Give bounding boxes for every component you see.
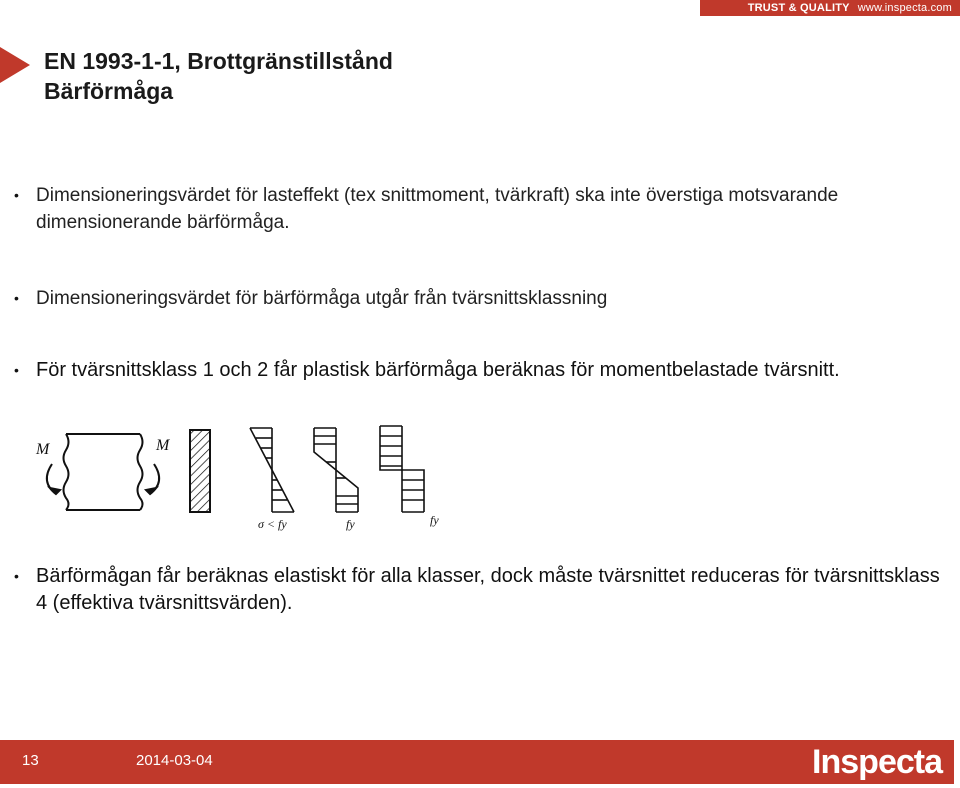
fy-label-2: fy <box>430 513 439 527</box>
page-number: 13 <box>22 752 39 769</box>
top-brand-bar <box>700 0 960 16</box>
bullet-dot-icon: • <box>14 290 19 306</box>
bullet-text-4: Bärförmågan får beräknas elastiskt för alla klasser, dock måste tvärsnittet reduceras för tvärsnittsklass 4 (effektiva tvärsnittsvärden). <box>36 565 940 614</box>
moment-label-left: M <box>36 441 50 458</box>
tagline: TRUST & QUALITY <box>747 2 850 14</box>
fy-label-1: fy <box>346 517 355 531</box>
bullet-dot-icon: • <box>14 568 19 584</box>
brand-url: www.inspecta.com <box>857 2 952 14</box>
bullet-text-3: För tvärsnittsklass 1 och 2 får plastisk bärförmåga beräknas för momentbelastade tvärsnitt. <box>36 359 840 381</box>
moment-label-right: M <box>156 437 170 454</box>
bullet-item-2 <box>14 285 914 312</box>
partial-plastic-diagram <box>314 428 358 512</box>
title-line-1: EN 1993-1-1, Brottgränstillstånd <box>44 48 393 74</box>
cross-section <box>190 430 210 512</box>
beam-segment <box>47 434 159 510</box>
footer-date: 2014-03-04 <box>136 752 213 769</box>
title-arrow-icon <box>0 45 36 85</box>
title-line-2: Bärförmåga <box>44 78 174 104</box>
bullet-item-1 <box>14 182 944 236</box>
page-title <box>44 46 393 106</box>
inspecta-logo: Inspecta <box>812 743 942 781</box>
stress-distribution-figure <box>30 424 460 540</box>
footer-bar <box>0 740 954 784</box>
bullet-text-1: Dimensioneringsvärdet för lasteffekt (tex snittmoment, tvärkraft) ska inte överstiga motsvarande dimensionerande bärförmåga. <box>36 185 839 233</box>
bullet-dot-icon: • <box>14 187 19 203</box>
bullet-text-2: Dimensioneringsvärdet för bärförmåga utgår från tvärsnittsklassning <box>36 288 608 309</box>
plastic-stress-diagram <box>380 426 424 512</box>
bullet-dot-icon: • <box>14 362 19 378</box>
bullet-item-3 <box>14 357 944 384</box>
bullet-item-4 <box>14 563 944 617</box>
elastic-stress-diagram <box>250 428 294 512</box>
sigma-label: σ < fy <box>258 517 287 531</box>
